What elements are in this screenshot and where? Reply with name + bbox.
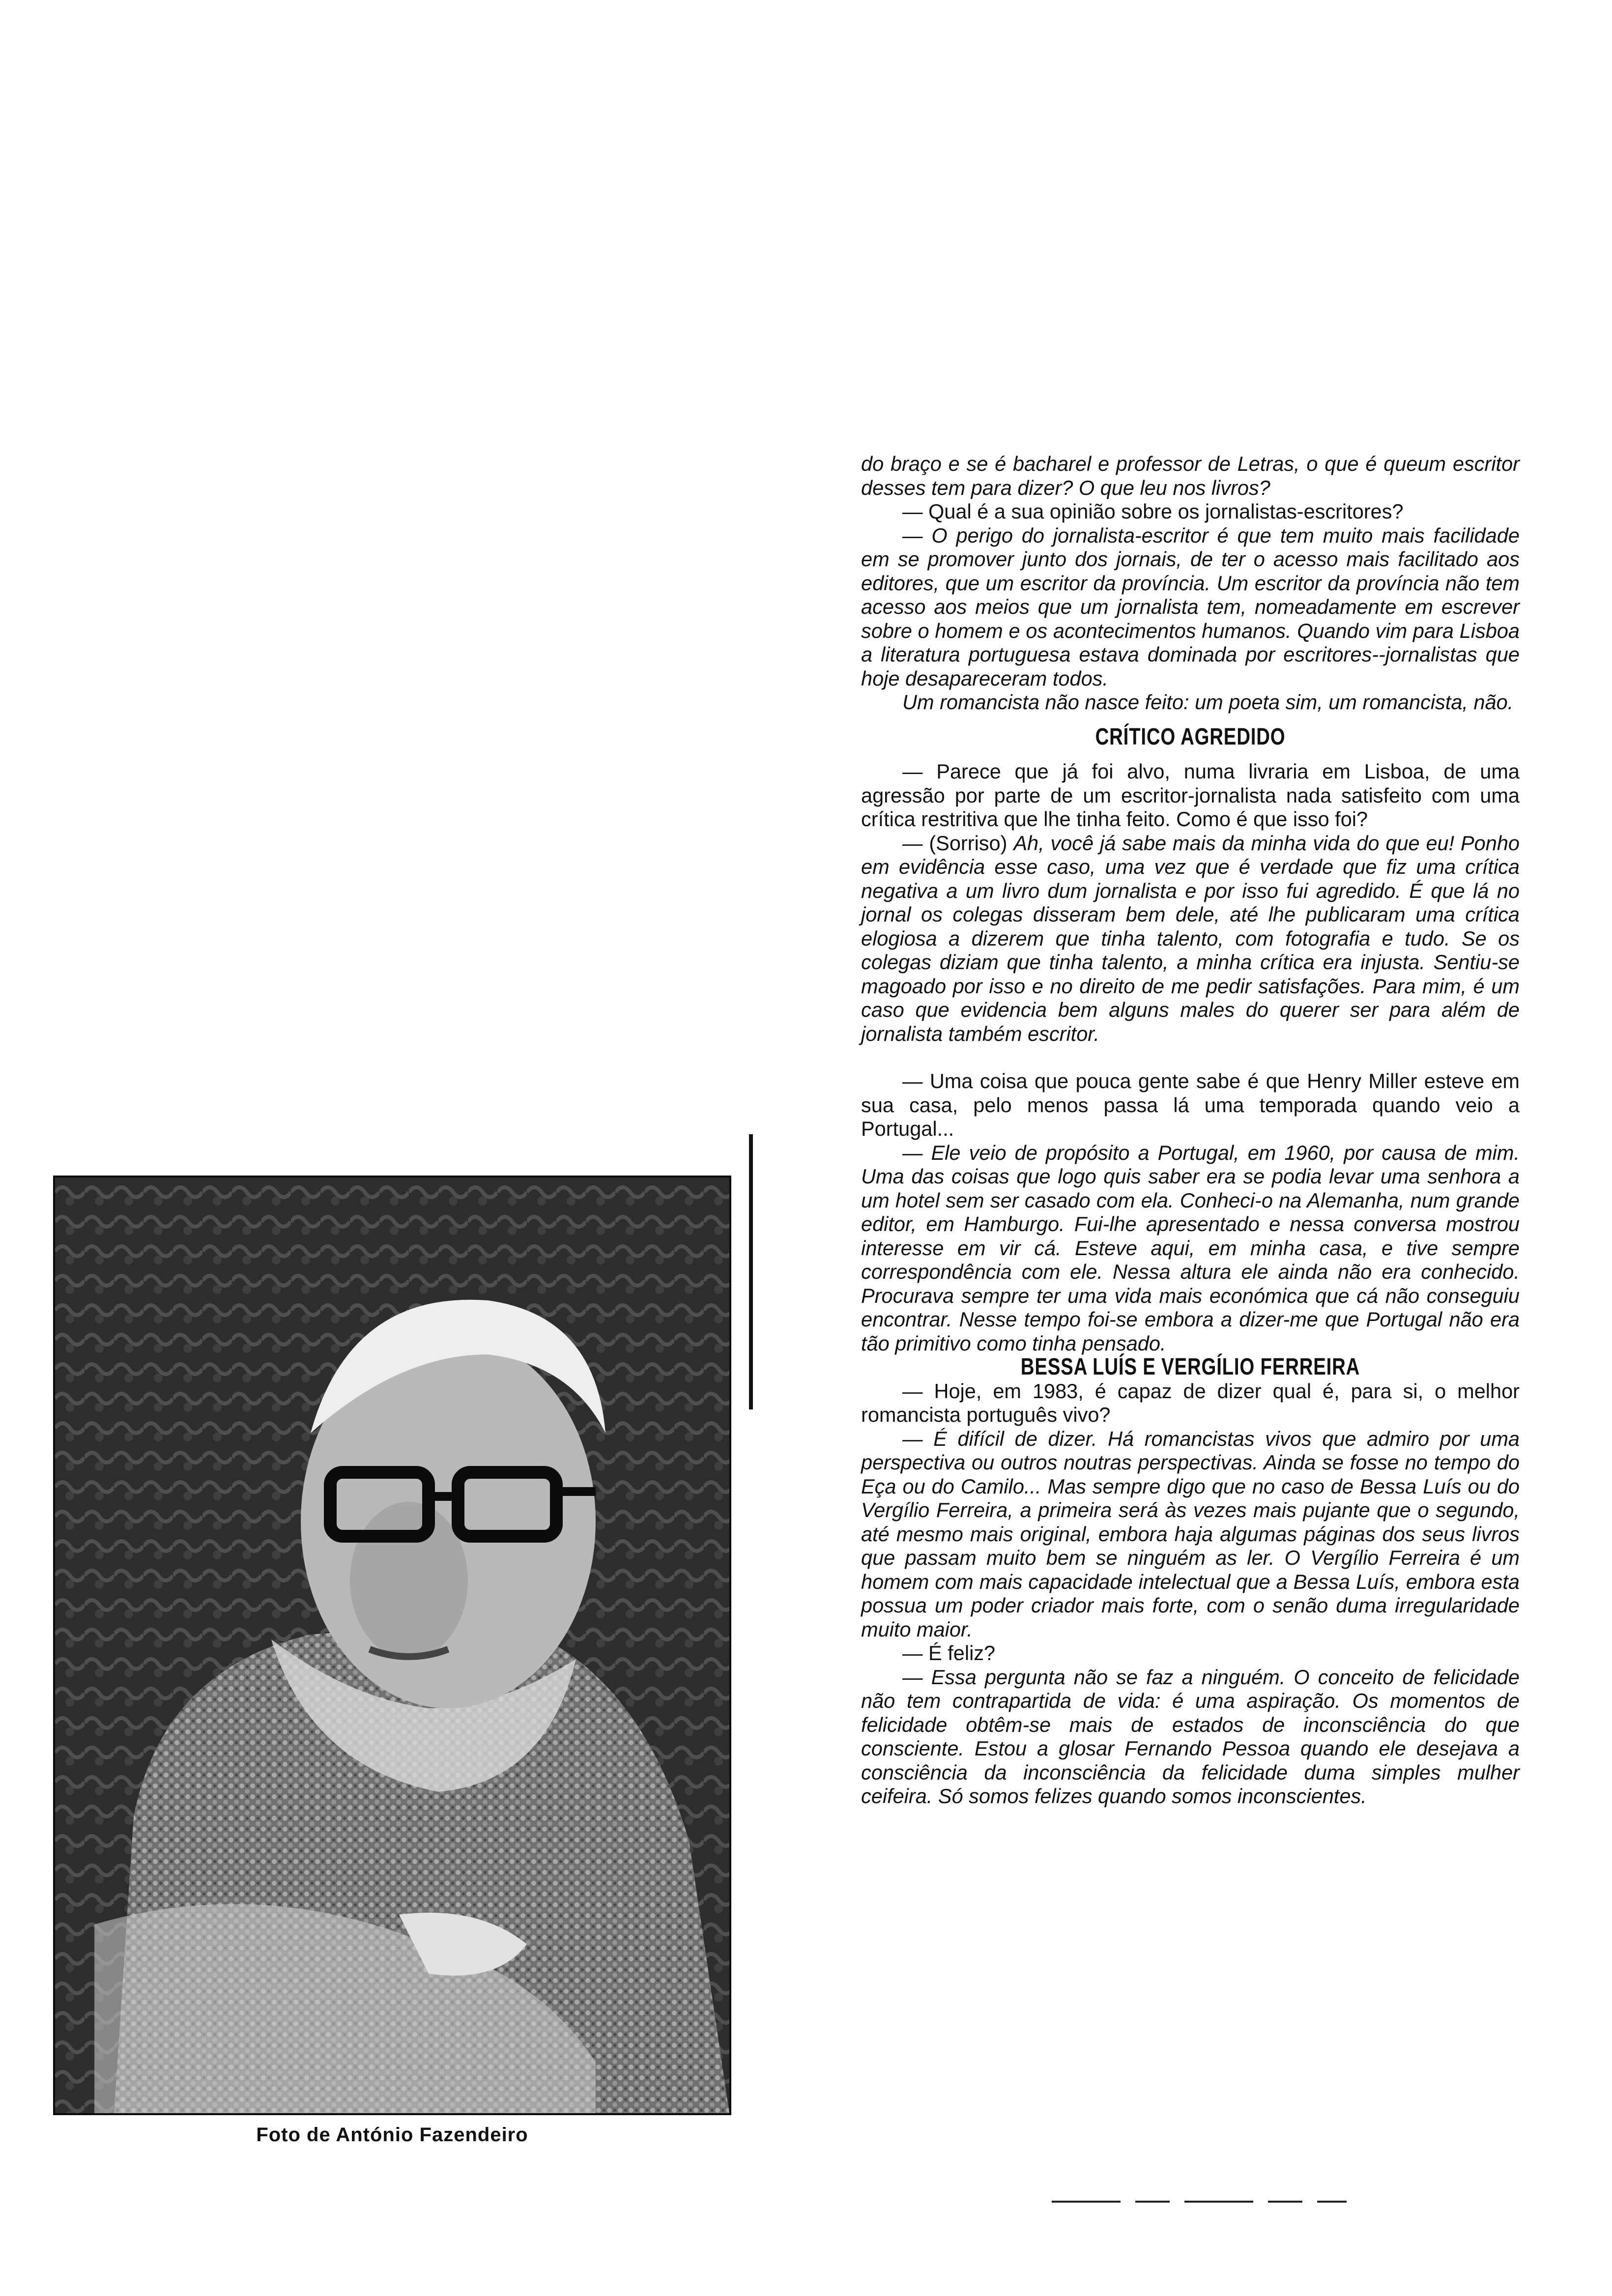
section-heading-bessa-luis: BESSA LUÍS E VERGÍLIO FERREIRA [1020, 1354, 1360, 1380]
answer-happy: — Essa pergunta não se faz a ninguém. O conceito de felicidade não tem contrapartida de vida: é uma aspiração. Os momentos de felicidade obtêm-se mais de estados de inconsciência do que consciente. Estou a glosar Fernando Pessoa quando ele desejava a consciência da inconsciência da felicidade duma simples mulher ceifeira. Só somos felizes quando somos inconscientes. [861, 1665, 1520, 1808]
paragraph-1: do braço e se é bacharel e professor de Letras, o que é queum escritor desses tem para dizer? O que leu nos livros? [861, 452, 1520, 499]
answer-aggression-text: Ah, você já sabe mais da minha vida do que eu! Ponho em evidência esse caso, uma vez que é verdade que fiz uma crítica negativa a um livro dum jornalista e por isso fui agredido. É que lá no jornal os colegas disseram bem dele, até lhe publicaram uma crítica elogiosa a dizerem que tinha talento, com fotografia e tudo. Se os colegas diziam que tinha talento, a minha crítica era injusta. Sentiu-se magoado por isso e no direito de me pedir satisfações. Para mim, é um caso que evidencia bem alguns males do querer ser para além de jornalista também escritor. [861, 831, 1520, 1045]
footer-rule [1052, 2201, 1347, 2203]
paragraph-gap [861, 1046, 1520, 1069]
article-column [861, 452, 1520, 1808]
portrait-photo [53, 1176, 731, 2115]
answer-aggression [861, 832, 1520, 1046]
section-heading-critico-agredido: CRÍTICO AGREDIDO [1095, 723, 1286, 750]
question-henry-miller: — Uma coisa que pouca gente sabe é que Henry Miller esteve em sua casa, pelo menos passa lá uma temporada quando veio a Portugal... [861, 1069, 1520, 1140]
photo-edge-line [749, 1134, 753, 1409]
question-happy: — É feliz? [902, 1641, 996, 1665]
answer-best-novelist: — É difícil de dizer. Há romancistas vivos que admiro por uma perspectiva ou outros noutras perspectivas. Ainda se fosse no tempo do Eça ou do Camilo... Mas sempre digo que no caso de Bessa Luís ou do Vergílio Ferreira, a primeira será às vezes mais pujante que o segundo, até mesmo mais original, embora haja algumas páginas dos seus livros que passam muito bem se ninguém as ler. O Vergílio Ferreira é um homem com mais capacidade intelectual que a Bessa Luís, embora esta possua um poder criador mais forte, com o senão duma irregularidade muito maior. [861, 1427, 1520, 1641]
question-journalists: — Qual é a sua opinião sobre os jornalistas-escritores? [902, 500, 1404, 523]
answer-journalists: — O perigo do jornalista-escritor é que tem muito mais facilidade em se promover junto dos jornais, de ter o acesso mais facilitado aos editores, que um escritor da província. Um escritor da província não tem acesso aos meios que um jornalista tem, nomeadamente em escrever sobre o homem e os acontecimentos humanos. Quando vim para Lisboa a literatura portuguesa estava dominada por escritores--jornalistas que hoje desapareceram todos. [861, 523, 1520, 690]
answer-henry-miller: — Ele veio de propósito a Portugal, em 1960, por causa de mim. Uma das coisas que logo quis saber era se podia levar uma senhora a um hotel sem ser casado com ela. Conheci-o na Alemanha, num grande editor, em Hamburgo. Fui-lhe apresentado e nessa conversa mostrou interesse em vir cá. Esteve aqui, em minha casa, e tive sempre correspondência com ele. Nessa altura ele ainda não era conhecido. Procurava sempre ter uma vida mais económica que cá não conseguiu encontrar. Nesse tempo foi-se embora a dizer-me que Portugal não era tão primitivo como tinha pensado. [861, 1141, 1520, 1355]
portrait-illustration [55, 1177, 729, 2113]
question-aggression: — Parece que já foi alvo, numa livraria em Lisboa, de uma agressão por parte de um escritor-jornalista nada satisfeito com uma crítica restritiva que lhe tinha feito. Como é que isso foi? [861, 760, 1520, 831]
answer-aggression-lead: — (Sorriso) [902, 831, 1014, 855]
photo-caption: Foto de António Fazendeiro [256, 2124, 528, 2146]
paragraph-novelist: Um romancista não nasce feito: um poeta sim, um romancista, não. [902, 690, 1514, 714]
question-best-novelist: — Hoje, em 1983, é capaz de dizer qual é, para si, o melhor romancista português vivo? [861, 1379, 1520, 1426]
